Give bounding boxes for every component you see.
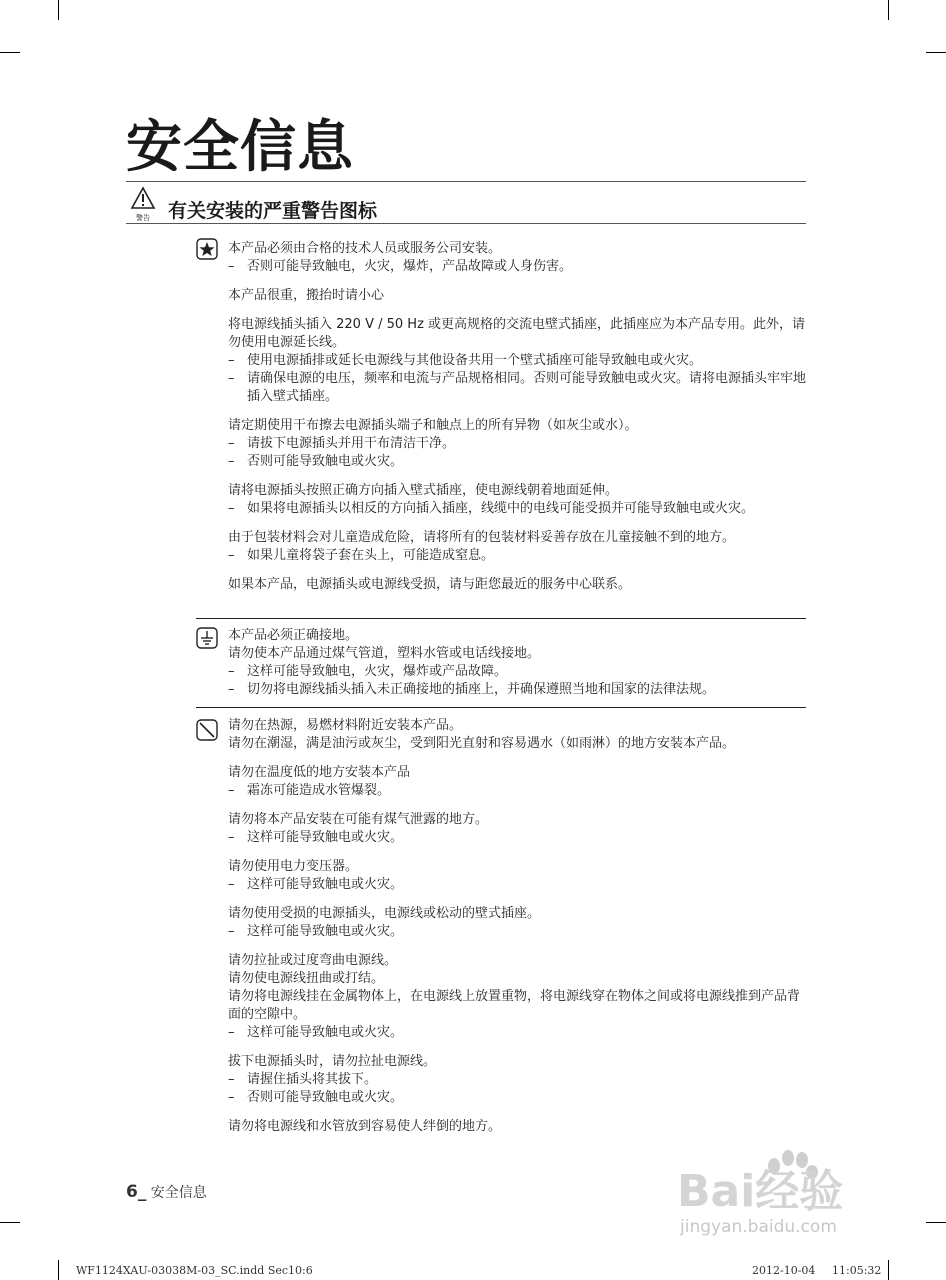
dash-marker: –: [228, 1090, 235, 1105]
bullet-item: [228, 876, 808, 894]
slug-date: 2012-10-04: [752, 1264, 816, 1277]
dash-marker: –: [228, 353, 235, 368]
paragraph: [228, 1053, 808, 1071]
line-text: 请拔下电源插头并用干布清洁干净。: [247, 436, 456, 451]
line-text: 这样可能导致触电或火灾。: [247, 877, 404, 892]
dash-marker: –: [228, 830, 235, 845]
dash-marker: –: [228, 454, 235, 469]
crop-mark: [888, 1260, 889, 1280]
line-text: 请勿使电源线扭曲或打结。: [228, 971, 385, 986]
bullet-item: [228, 681, 808, 699]
crop-mark: [926, 1222, 946, 1223]
line-text: 本产品必须由合格的技术人员或服务公司安装。: [228, 241, 502, 256]
crop-mark: [58, 0, 59, 20]
safety-section-prohibited: [228, 717, 808, 1136]
bullet-item: [228, 370, 808, 406]
dash-marker: –: [228, 877, 235, 892]
paragraph: [228, 970, 808, 988]
safety-section-installation: [228, 240, 808, 594]
paragraph: [228, 952, 808, 970]
line-text: 如果儿童将袋子套在头上，可能造成窒息。: [247, 548, 495, 563]
section-subtitle: 有关安装的严重警告图标: [168, 200, 378, 222]
subtitle-rule: [126, 223, 806, 224]
paragraph: [228, 482, 808, 500]
paragraph: [228, 1118, 808, 1136]
watermark-url: jingyan.baidu.com: [680, 1217, 837, 1237]
crop-mark: [0, 52, 20, 53]
line-text: 请将电源插头按照正确方向插入壁式插座，使电源线朝着地面延伸。: [228, 483, 619, 498]
page-title: 安全信息: [126, 115, 354, 180]
line-text: 请定期使用干布擦去电源插头端子和触点上的所有异物（如灰尘或水）。: [228, 418, 638, 433]
line-text: 如果本产品，电源插头或电源线受损，请与距您最近的服务中心联系。: [228, 577, 632, 592]
line-text: 否则可能导致触电，火灾，爆炸，产品故障或人身伤害。: [247, 259, 573, 274]
line-text: 这样可能导致触电或火灾。: [247, 1025, 404, 1040]
line-text: 本产品很重，搬抬时请小心: [228, 288, 385, 303]
line-text: 请握住插头将其拔下。: [247, 1072, 378, 1087]
crop-mark: [0, 1222, 20, 1223]
bullet-item: [228, 435, 808, 453]
bullet-item: [228, 923, 808, 941]
bullet-item: [228, 829, 808, 847]
bullet-item: [228, 1024, 808, 1042]
page-number: 6_: [126, 1182, 147, 1202]
paragraph: [228, 811, 808, 829]
line-text: 请勿在温度低的地方安装本产品: [228, 765, 411, 780]
paragraph: [228, 645, 808, 663]
bullet-item: [228, 663, 808, 681]
dash-marker: –: [228, 682, 235, 697]
line-text: 将电源线插头插入 220 V / 50 Hz 或更高规格的交流电壁式插座，此插座应为本产品专用。此外，请勿使用电源延长线。: [228, 317, 806, 350]
baidu-watermark: [672, 1148, 922, 1248]
paragraph: [228, 858, 808, 876]
dash-marker: –: [228, 783, 235, 798]
ground-icon: [196, 627, 218, 649]
line-text: 请勿在潮湿，满是油污或灰尘，受到阳光直射和容易遇水（如雨淋）的地方安装本产品。: [228, 736, 736, 751]
section-divider: [196, 707, 806, 708]
bullet-item: [228, 500, 808, 518]
line-text: 请勿拉扯或过度弯曲电源线。: [228, 953, 398, 968]
dash-marker: –: [228, 371, 235, 386]
paragraph: [228, 287, 808, 305]
line-text: 请勿在热源，易燃材料附近安装本产品。: [228, 718, 463, 733]
line-text: 本产品必须正确接地。: [228, 628, 359, 643]
slug-file: WF1124XAU-03038M-03_SC.indd Sec10:6: [76, 1264, 313, 1277]
section-divider: [196, 618, 806, 619]
line-text: 霜冻可能造成水管爆裂。: [247, 783, 391, 798]
bullet-item: [228, 1089, 808, 1107]
bullet-item: [228, 782, 808, 800]
paragraph: [228, 905, 808, 923]
paragraph: [228, 735, 808, 753]
line-text: 切勿将电源线插头插入未正确接地的插座上，并确保遵照当地和国家的法律法规。: [247, 682, 716, 697]
title-rule: [126, 181, 806, 182]
crop-mark: [58, 1260, 59, 1280]
crop-mark: [926, 52, 946, 53]
star-icon: [196, 238, 218, 260]
dash-marker: –: [228, 548, 235, 563]
paragraph: [228, 627, 808, 645]
paragraph: [228, 764, 808, 782]
line-text: 这样可能导致触电或火灾。: [247, 830, 404, 845]
bullet-item: [228, 453, 808, 471]
paragraph: [228, 988, 808, 1024]
line-text: 请勿使用电力变压器。: [228, 859, 359, 874]
line-text: 这样可能导致触电或火灾。: [247, 924, 404, 939]
dash-marker: –: [228, 259, 235, 274]
line-text: 使用电源插排或延长电源线与其他设备共用一个壁式插座可能导致触电或火灾。: [247, 353, 703, 368]
dash-marker: –: [228, 924, 235, 939]
warning-icon-caption: 警告: [136, 214, 150, 222]
paragraph: [228, 717, 808, 735]
prohibited-icon: [196, 719, 218, 741]
line-text: 请勿使用受损的电源插头，电源线或松动的壁式插座。: [228, 906, 541, 921]
bullet-item: [228, 258, 808, 276]
line-text: 这样可能导致触电，火灾，爆炸或产品故障。: [247, 664, 508, 679]
dash-marker: –: [228, 1025, 235, 1040]
dash-marker: –: [228, 436, 235, 451]
line-text: 如果将电源插头以相反的方向插入插座，线缆中的电线可能受损并可能导致触电或火灾。: [247, 501, 755, 516]
watermark-brand: Bai经验: [677, 1166, 844, 1217]
line-text: 否则可能导致触电或火灾。: [247, 454, 404, 469]
paragraph: [228, 529, 808, 547]
dash-marker: –: [228, 501, 235, 516]
crop-mark: [888, 0, 889, 20]
paragraph: [228, 240, 808, 258]
slug-time: 11:05:32: [832, 1264, 882, 1277]
line-text: 由于包装材料会对儿童造成危险，请将所有的包装材料妥善存放在儿童接触不到的地方。: [228, 530, 736, 545]
bullet-item: [228, 352, 808, 370]
dash-marker: –: [228, 1072, 235, 1087]
line-text: 请确保电源的电压，频率和电流与产品规格相同。否则可能导致触电或火灾。请将电源插头牢牢地插入壁式插座。: [247, 371, 807, 404]
line-text: 否则可能导致触电或火灾。: [247, 1090, 404, 1105]
safety-section-grounding: [228, 627, 808, 699]
page-footer: [126, 1182, 207, 1202]
dash-marker: –: [228, 664, 235, 679]
warning-triangle-icon: [130, 186, 156, 224]
paragraph: [228, 417, 808, 435]
line-text: 请勿使本产品通过煤气管道，塑料水管或电话线接地。: [228, 646, 541, 661]
section-heading: [126, 186, 806, 226]
paragraph: [228, 576, 808, 594]
line-text: 请勿将电源线挂在金属物体上，在电源线上放置重物，将电源线穿在物体之间或将电源线推到产品背面的空隙中。: [228, 989, 801, 1022]
paragraph: [228, 316, 808, 352]
footer-section-name: 安全信息: [150, 1185, 207, 1201]
bullet-item: [228, 1071, 808, 1089]
line-text: 请勿将电源线和水管放到容易使人绊倒的地方。: [228, 1119, 502, 1134]
bullet-item: [228, 547, 808, 565]
line-text: 请勿将本产品安装在可能有煤气泄露的地方。: [228, 812, 489, 827]
line-text: 拔下电源插头时，请勿拉扯电源线。: [228, 1054, 437, 1069]
